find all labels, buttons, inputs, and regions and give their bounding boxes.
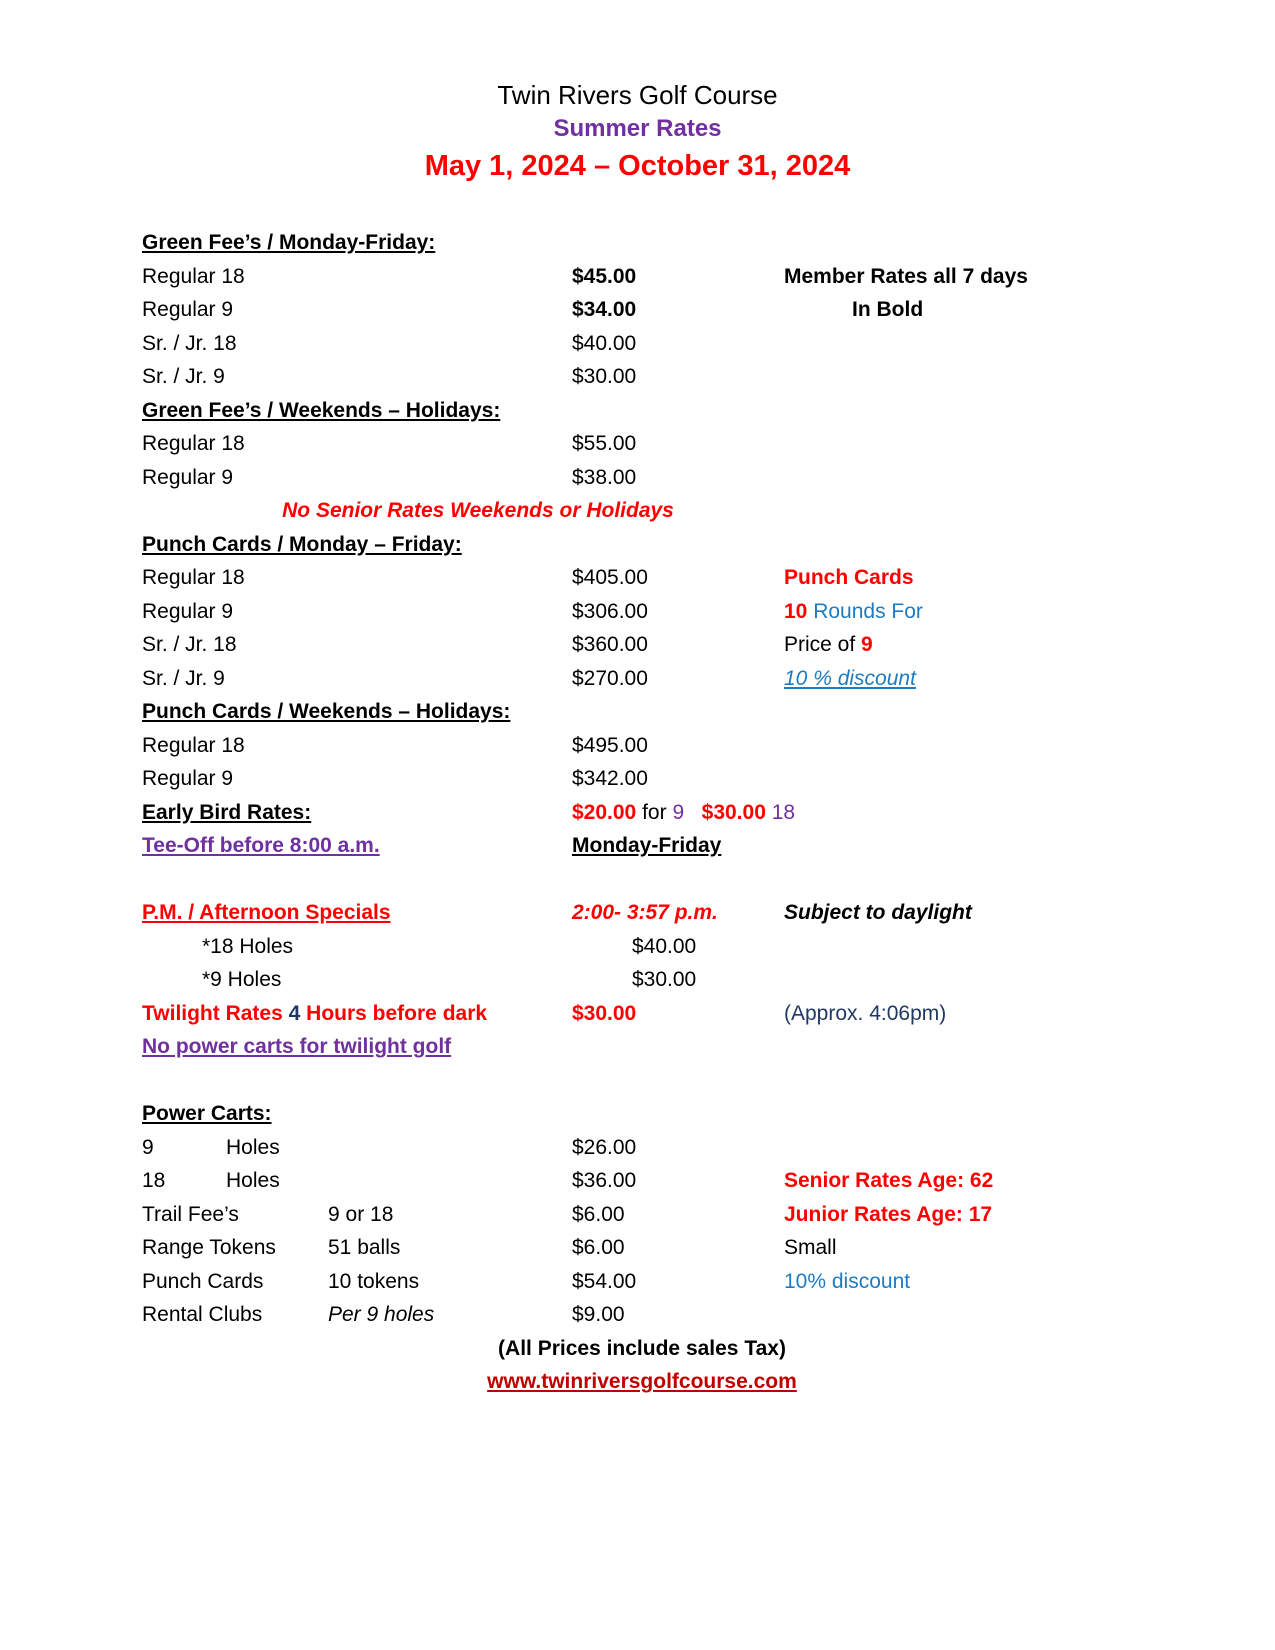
afternoon-specials-row [142,896,1275,930]
rate-price: $45.00 [572,264,637,288]
table-row [142,1131,1275,1165]
no-senior-rates-notice-row [142,494,1275,528]
power-carts-heading-text: Power Carts: [142,1102,272,1125]
rate-label: Regular 9 [142,465,234,489]
twilight-label-part1: Twilight Rates [142,1001,283,1025]
rate-price: $306.00 [572,599,648,623]
table-row [142,628,1275,662]
season-title: Summer Rates [553,115,722,142]
rate-label: Regular 18 [142,566,245,589]
rate-label: Regular 9 [142,298,234,321]
early-bird-days: Monday-Friday [572,834,722,857]
early-bird-detail-row [142,829,1275,863]
punch-card-rounds-label: Rounds For [813,599,923,623]
early-bird-holes-18: 18 [771,800,796,824]
spacer [142,1064,1275,1098]
rate-price: $54.00 [572,1269,637,1293]
rate-note: Member Rates all 7 days [784,264,1028,288]
twilight-rates-row [142,997,1275,1031]
section-green-fees-weekend-heading [142,394,1275,428]
rate-price: $270.00 [572,666,648,690]
early-bird-price-9: $20.00 [572,800,637,824]
early-bird-heading: Early Bird Rates: [142,800,312,824]
rate-label: Regular 18 [142,733,245,757]
punch-card-discount: 10 % discount [784,666,916,690]
date-range: May 1, 2024 – October 31, 2024 [424,150,851,182]
table-row [142,1231,1275,1265]
section-green-fees-weekday-heading [142,226,1275,260]
table-row [142,1198,1275,1232]
early-bird-for-word: for [642,800,667,824]
green-fees-weekday-heading-text: Green Fee’s / Monday-Friday: [142,231,436,254]
rate-label [142,1198,572,1232]
trail-fee-label: Trail Fee’s [142,1202,239,1226]
afternoon-specials-note: Subject to daylight [784,901,972,924]
rate-price: $40.00 [632,934,697,958]
rate-price: $30.00 [572,365,637,388]
green-fees-weekend-heading-text: Green Fee’s / Weekends – Holidays: [142,398,501,422]
rate-price: $6.00 [572,1202,625,1226]
table-row [142,327,1275,361]
rate-label: *18 Holes [202,934,294,958]
tax-note: (All Prices include sales Tax) [498,1336,786,1360]
rate-label: Regular 18 [142,432,245,455]
table-row [142,293,1275,327]
early-bird-holes-9: 9 [672,800,685,824]
section-punch-cards-weekday-heading [142,528,1275,562]
rate-price: $342.00 [572,767,648,790]
afternoon-specials-time: 2:00- 3:57 p.m. [572,901,718,924]
range-tokens-label: Range Tokens [142,1236,276,1259]
table-row [142,260,1275,294]
rate-price: $26.00 [572,1135,637,1159]
rate-label: Sr. / Jr. 18 [142,633,237,656]
rate-price: $9.00 [572,1303,625,1326]
senior-rates-age: Senior Rates Age: 62 [784,1169,994,1192]
cart-holes-word: Holes [226,1135,280,1159]
early-bird-prices [572,796,1275,830]
afternoon-specials-heading: P.M. / Afternoon Specials [142,901,391,924]
rate-label: Regular 18 [142,264,245,288]
section-punch-cards-weekend-heading [142,695,1275,729]
range-tokens-qualifier: 51 balls [328,1236,401,1259]
spacer [142,863,1275,897]
early-bird-price-18: $30.00 [701,800,766,824]
rate-label: Sr. / Jr. 9 [142,666,225,690]
punch-card-note-discount-wrap [784,662,1275,696]
punch-cards-label: Punch Cards [142,1269,264,1293]
table-row [142,963,1275,997]
rate-label: Sr. / Jr. 18 [142,331,237,355]
range-tokens-note: Small [784,1236,837,1259]
punch-cards-weekend-heading-text: Punch Cards / Weekends – Holidays: [142,700,511,723]
page-footer [0,1332,1142,1399]
cart-holes-word: Holes [226,1169,280,1192]
rate-label [142,1265,572,1299]
table-row [142,762,1275,796]
twilight-price: $30.00 [572,1001,637,1025]
punch-cards-qualifier: 10 tokens [328,1269,420,1293]
rate-price: $495.00 [572,733,648,757]
website-link[interactable]: www.twinriversgolfcourse.com [487,1370,797,1393]
table-row [142,662,1275,696]
junior-rates-age: Junior Rates Age: 17 [784,1202,993,1226]
rate-price: $6.00 [572,1236,625,1259]
rate-price: $40.00 [572,331,637,355]
rate-label [142,1298,572,1332]
twilight-no-carts-note: No power carts for twilight golf [142,1035,452,1058]
rental-clubs-qualifier: Per 9 holes [328,1303,435,1326]
punch-card-price-text: Price of [784,633,856,656]
table-row [142,930,1275,964]
table-row [142,360,1275,394]
trail-fee-qualifier: 9 or 18 [328,1202,394,1226]
rate-label: Regular 9 [142,767,234,790]
twilight-hours: 4 [288,1001,301,1025]
section-power-carts-heading [142,1097,1275,1131]
rate-label [142,1231,572,1265]
punch-card-note-title: Punch Cards [784,566,914,589]
table-row [142,1265,1275,1299]
twilight-label-part2: Hours before dark [306,1001,488,1025]
rate-price: $38.00 [572,465,637,489]
page-header [0,0,1275,186]
table-row [142,1298,1275,1332]
no-senior-rates-notice: No Senior Rates Weekends or Holidays [282,499,674,522]
table-row [142,595,1275,629]
table-row [142,729,1275,763]
rate-price: $55.00 [572,432,637,455]
punch-cards-weekday-heading-text: Punch Cards / Monday – Friday: [142,532,462,556]
rental-clubs-label: Rental Clubs [142,1303,263,1326]
rates-content [0,226,1275,1332]
rate-note: In Bold [852,298,924,321]
space-3 [684,801,702,824]
table-row [142,561,1275,595]
table-row [142,427,1275,461]
rate-label: Regular 9 [142,599,234,623]
rate-label: *9 Holes [202,968,282,991]
rate-price: $36.00 [572,1169,637,1192]
twilight-label [142,997,572,1031]
punch-card-price-count: 9 [861,633,873,656]
rate-price: $34.00 [572,298,637,321]
table-row [142,1164,1275,1198]
rate-price: $360.00 [572,633,648,656]
punch-card-note-rounds [784,595,1275,629]
rate-price: $30.00 [632,968,697,991]
rate-label [142,1131,572,1165]
table-row [142,461,1275,495]
twilight-approx-note: (Approx. 4:06pm) [784,1001,947,1025]
rate-label [142,1164,572,1198]
cart-holes-count: 9 [142,1135,154,1159]
early-bird-row [142,796,1275,830]
rate-price: $405.00 [572,566,648,589]
course-name: Twin Rivers Golf Course [497,80,778,110]
punch-card-rounds-count: 10 [784,599,808,623]
rate-label: Sr. / Jr. 9 [142,365,225,388]
punch-card-note-price [784,628,1275,662]
cart-holes-count: 18 [142,1169,166,1192]
punch-cards-discount-note: 10% discount [784,1269,911,1293]
twilight-no-carts-row [142,1030,1275,1064]
tee-off-time: Tee-Off before 8:00 a.m. [142,834,380,857]
